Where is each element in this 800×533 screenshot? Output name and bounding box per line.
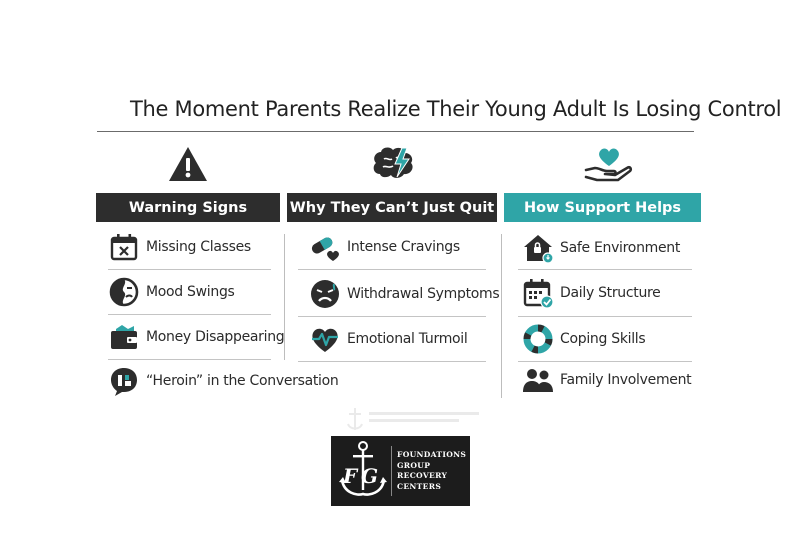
list-item-label: Coping Skills (560, 331, 646, 347)
sad-face-icon (309, 278, 341, 310)
list-item-label: Mood Swings (146, 284, 235, 300)
row-separator (298, 269, 486, 270)
logo-monogram: F (343, 464, 358, 488)
list-item-coping-skills (522, 318, 645, 360)
list-item-intense-cravings (309, 226, 460, 268)
warning-icon (166, 144, 210, 184)
list-item-label: Emotional Turmoil (347, 331, 468, 347)
list-item-mood-swings (108, 271, 235, 313)
list-item-label: Withdrawal Symptoms (347, 286, 500, 302)
header-how-support-helps: How Support Helps (504, 193, 701, 222)
list-item-withdrawal-symptoms (309, 273, 499, 315)
title-divider (97, 131, 694, 132)
lifebuoy-icon (522, 323, 554, 355)
list-item-money-disappearing (108, 316, 284, 358)
row-separator (108, 314, 271, 315)
list-item-label: Missing Classes (146, 239, 251, 255)
row-separator (518, 269, 692, 270)
heart-pulse-icon (309, 323, 341, 355)
logo-divider (391, 446, 392, 496)
list-item-heroin-conversation (108, 360, 338, 402)
calendar-check-icon (522, 277, 554, 309)
brain-lightning-icon (370, 144, 420, 184)
logo-line: GROUP (397, 460, 431, 470)
logo-line: FOUNDATIONS (397, 450, 467, 459)
header-warning-signs: Warning Signs (96, 193, 280, 222)
list-item-label: “Heroin” in the Conversation (146, 373, 339, 389)
logo-text (397, 450, 466, 492)
list-item-label: Safe Environment (560, 240, 681, 256)
chat-bubble-icon (108, 365, 140, 397)
list-item-missing-classes (108, 226, 251, 268)
header-why-they-cant-quit: Why They Can’t Just Quit (287, 193, 497, 222)
svg-text:G: G (361, 464, 379, 488)
list-item-label: Daily Structure (560, 285, 661, 301)
list-item-family-involvement (522, 359, 691, 401)
family-icon (522, 364, 554, 396)
hand-heart-icon (583, 144, 635, 184)
pill-heart-icon (309, 231, 341, 263)
mood-face-icon (108, 276, 140, 308)
watermark-logo (345, 404, 485, 434)
anchor-monogram-icon (337, 440, 389, 502)
column-divider (501, 234, 502, 398)
row-separator (518, 316, 692, 317)
list-item-label: Family Involvement (560, 372, 692, 388)
foundations-group-logo (331, 436, 470, 506)
row-separator (298, 361, 486, 362)
calendar-x-icon (108, 231, 140, 263)
page-title: The Moment Parents Realize Their Young Adult Is Losing Control (130, 97, 782, 121)
list-item-emotional-turmoil (309, 318, 467, 360)
list-item-label: Intense Cravings (347, 239, 460, 255)
list-item-label: Money Disappearing (146, 329, 285, 345)
wallet-icon (108, 321, 140, 353)
logo-line: CENTERS (397, 481, 442, 491)
row-separator (108, 269, 271, 270)
logo-line: RECOVERY (397, 471, 448, 481)
list-item-daily-structure (522, 272, 661, 314)
list-item-safe-environment (522, 227, 680, 269)
house-lock-icon (522, 232, 554, 264)
row-separator (298, 316, 486, 317)
